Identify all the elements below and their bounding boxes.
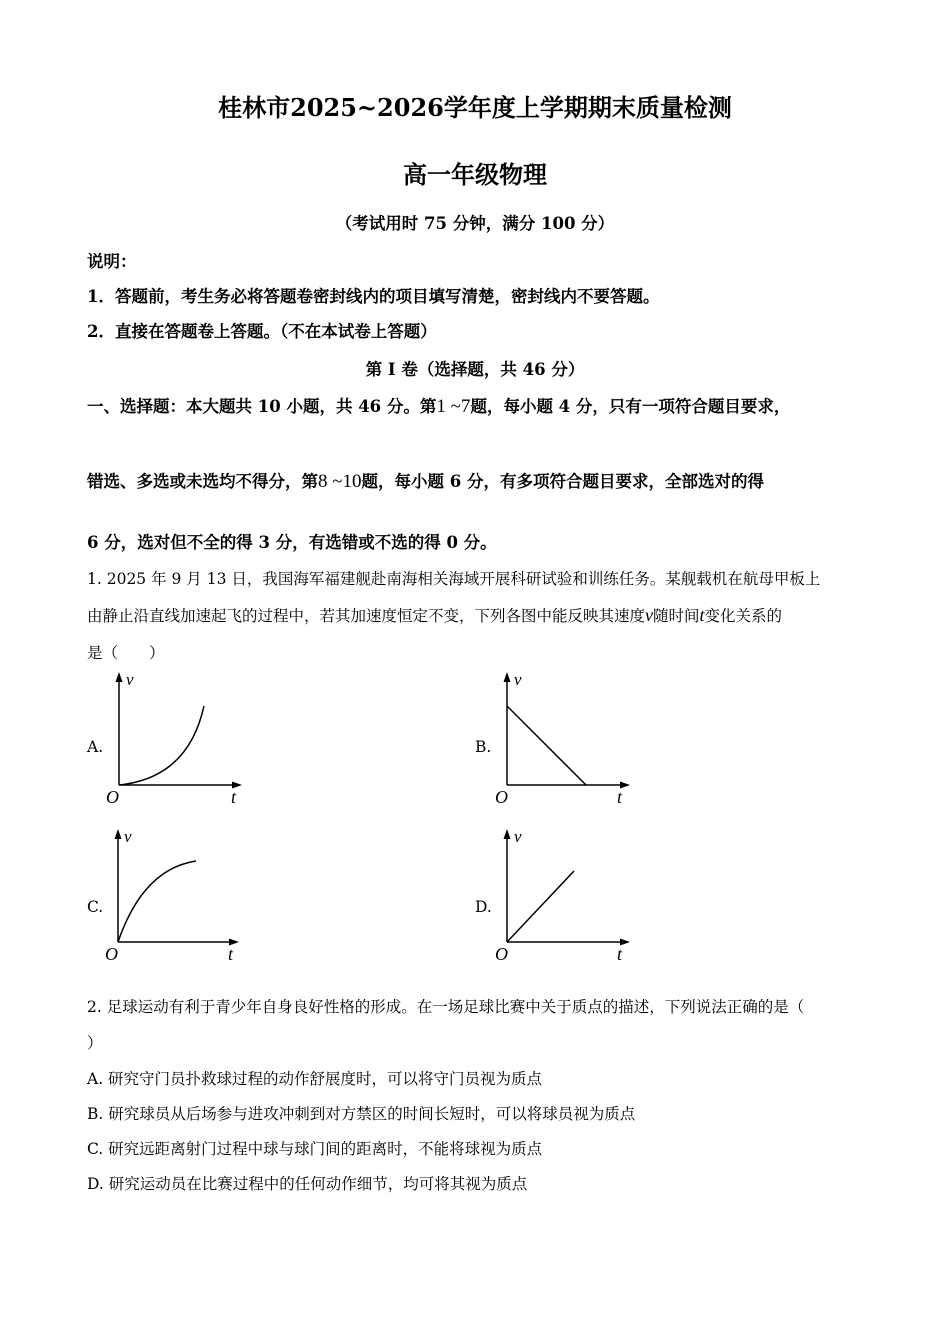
axis-label-t: t bbox=[617, 944, 623, 964]
q2-option-b: B. 研究球员从后场参与进攻冲刺到对方禁区的时间长短时，可以将球员视为质点 bbox=[87, 1105, 636, 1123]
origin-label: O bbox=[495, 787, 508, 807]
q1-option-d-graph bbox=[486, 825, 646, 967]
var-t: t bbox=[699, 605, 705, 625]
instruction-item-2: 2．直接在答题卷上答题。（不在本试卷上答题） bbox=[87, 322, 437, 341]
range-8-10: 8 ~10 bbox=[318, 471, 362, 492]
velocity-line bbox=[507, 871, 574, 942]
velocity-curve bbox=[118, 861, 196, 942]
q1-option-a-label: A. bbox=[87, 738, 104, 756]
axis-label-t: t bbox=[228, 944, 234, 964]
q1-option-b-graph bbox=[486, 668, 646, 810]
exam-info: （考试用时 75 分钟，满分 100 分） bbox=[335, 214, 615, 233]
instructions-heading: 说明： bbox=[87, 252, 137, 271]
q2-option-d: D. 研究运动员在比赛过程中的任何动作细节，均可将其视为质点 bbox=[87, 1175, 528, 1193]
q2-option-a: A. 研究守门员扑救球过程的动作舒展度时，可以将守门员视为质点 bbox=[87, 1070, 543, 1088]
range-1-7: 1 ~7 bbox=[436, 396, 471, 417]
axis-label-v: v bbox=[124, 827, 132, 846]
q1-option-c-graph bbox=[98, 825, 258, 967]
q1-stem-text-2b: 随时间 bbox=[653, 607, 700, 625]
velocity-curve bbox=[119, 706, 204, 785]
q2-stem-line-1: 2. 足球运动有利于青少年自身良好性格的形成。在一场足球比赛中关于质点的描述，下列说法正确的是（ bbox=[87, 998, 805, 1016]
section-rule-text-1a: 一、选择题：本大题共 10 小题，共 46 分。第 bbox=[87, 397, 437, 416]
y-axis-arrow bbox=[504, 672, 511, 682]
q2-option-c: C. 研究远距离射门过程中球与球门间的距离时，不能将球视为质点 bbox=[87, 1140, 543, 1158]
y-axis-arrow bbox=[504, 829, 511, 839]
axis-label-t: t bbox=[231, 787, 237, 807]
axis-label-v: v bbox=[514, 670, 522, 689]
q1-stem-line-3: 是（ ） bbox=[87, 644, 165, 662]
axis-label-t: t bbox=[617, 787, 623, 807]
axis-label-v: v bbox=[514, 827, 522, 846]
instruction-item-1: 1．答题前，考生务必将答题卷密封线内的项目填写清楚，密封线内不要答题。 bbox=[87, 287, 660, 306]
q1-stem-text-2c: 变化关系的 bbox=[704, 607, 783, 625]
section-rule-line-1 bbox=[87, 393, 790, 418]
q1-stem-line-1: 1. 2025 年 9 月 13 日，我国海军福建舰赴南海相关海域开展科研试验和训练任务。某舰载机在航母甲板上 bbox=[87, 570, 821, 588]
y-axis-arrow bbox=[116, 672, 123, 682]
section-rule-line-2 bbox=[87, 468, 764, 493]
q1-option-c-label: C. bbox=[87, 898, 104, 916]
section-rule-text-1b: 题，每小题 4 分，只有一项符合题目要求， bbox=[470, 397, 791, 416]
q1-option-a-graph bbox=[98, 668, 258, 810]
q2-stem-line-2: ） bbox=[87, 1034, 103, 1052]
y-axis-arrow bbox=[115, 829, 122, 839]
origin-label: O bbox=[106, 787, 119, 807]
q1-stem-line-2 bbox=[87, 604, 782, 626]
section-rule-text-2b: 题，每小题 6 分，有多项符合题目要求，全部选对的得 bbox=[361, 472, 765, 491]
exam-subtitle: 高一年级物理 bbox=[403, 160, 547, 189]
section-rule-line-3: 6 分，选对但不全的得 3 分，有选错或不选的得 0 分。 bbox=[87, 533, 497, 552]
section-rule-text-2a: 错选、多选或未选均不得分，第 bbox=[87, 472, 318, 491]
q1-option-b-label: B. bbox=[475, 738, 492, 756]
q1-option-d-label: D. bbox=[475, 898, 492, 916]
var-v: v bbox=[645, 605, 654, 625]
velocity-line bbox=[507, 706, 586, 785]
exam-title: 桂林市2025~2026学年度上学期期末质量检测 bbox=[218, 93, 732, 122]
origin-label: O bbox=[105, 944, 118, 964]
axis-label-v: v bbox=[126, 670, 134, 689]
q1-stem-text-2a: 由静止沿直线加速起飞的过程中，若其加速度恒定不变，下列各图中能反映其速度 bbox=[87, 607, 646, 625]
origin-label: O bbox=[495, 944, 508, 964]
section-heading: 第 I 卷（选择题，共 46 分） bbox=[365, 360, 585, 379]
